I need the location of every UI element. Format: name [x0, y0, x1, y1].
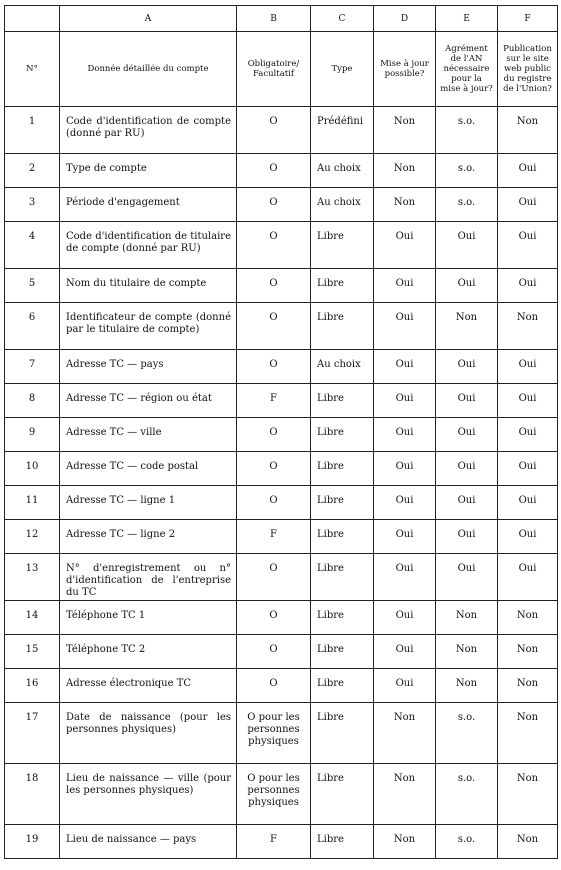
cell-type: Libre [311, 222, 374, 269]
cell-description: Période d'engagement [60, 188, 237, 222]
cell-approval: Oui [436, 418, 498, 452]
cell-approval: Oui [436, 222, 498, 269]
cell-number: 2 [5, 154, 60, 188]
cell-update: Non [374, 764, 436, 825]
table-row [5, 452, 558, 486]
cell-requirement: O [237, 107, 311, 154]
cell-publication: Non [498, 703, 558, 764]
cell-description: Code d'identification de compte (donné par RU) [60, 107, 237, 154]
cell-description: N° d'enregistrement ou n° d'identification de l'entreprise du TC [60, 554, 237, 601]
cell-approval: Oui [436, 384, 498, 418]
table-row [5, 486, 558, 520]
table-row [5, 520, 558, 554]
cell-update: Oui [374, 554, 436, 601]
cell-type: Prédéfini [311, 107, 374, 154]
table-row [5, 350, 558, 384]
cell-approval: Non [436, 601, 498, 635]
cell-publication: Non [498, 601, 558, 635]
cell-type: Libre [311, 825, 374, 859]
column-header: N° [5, 32, 60, 107]
cell-update: Non [374, 107, 436, 154]
cell-number: 3 [5, 188, 60, 222]
cell-approval: Oui [436, 554, 498, 601]
column-header: Donnée détaillée du compte [60, 32, 237, 107]
cell-approval: Non [436, 669, 498, 703]
column-header: Publication sur le site web public du registre de l'Union? [498, 32, 558, 107]
cell-description: Lieu de naissance — ville (pour les personnes physiques) [60, 764, 237, 825]
column-letter: E [436, 6, 498, 32]
table-row [5, 154, 558, 188]
cell-update: Oui [374, 486, 436, 520]
cell-update: Oui [374, 269, 436, 303]
cell-publication: Oui [498, 554, 558, 601]
cell-requirement: O [237, 452, 311, 486]
cell-number: 6 [5, 303, 60, 350]
cell-requirement: O [237, 418, 311, 452]
cell-publication: Oui [498, 418, 558, 452]
account-data-table [4, 5, 558, 859]
cell-type: Libre [311, 764, 374, 825]
cell-publication: Oui [498, 452, 558, 486]
cell-requirement: O [237, 669, 311, 703]
cell-number: 16 [5, 669, 60, 703]
column-letter: C [311, 6, 374, 32]
cell-approval: Oui [436, 350, 498, 384]
cell-requirement: O [237, 188, 311, 222]
cell-number: 10 [5, 452, 60, 486]
cell-number: 15 [5, 635, 60, 669]
cell-update: Non [374, 188, 436, 222]
cell-type: Libre [311, 601, 374, 635]
cell-approval: Oui [436, 269, 498, 303]
cell-requirement: O [237, 269, 311, 303]
cell-update: Oui [374, 384, 436, 418]
table-row [5, 764, 558, 825]
cell-type: Libre [311, 418, 374, 452]
cell-approval: Non [436, 635, 498, 669]
cell-type: Libre [311, 669, 374, 703]
cell-approval: s.o. [436, 154, 498, 188]
cell-description: Adresse TC — ligne 2 [60, 520, 237, 554]
table-row [5, 703, 558, 764]
cell-publication: Oui [498, 350, 558, 384]
cell-publication: Non [498, 764, 558, 825]
table-row [5, 554, 558, 601]
cell-approval: Oui [436, 520, 498, 554]
cell-number: 4 [5, 222, 60, 269]
cell-requirement: O [237, 303, 311, 350]
cell-description: Identificateur de compte (donné par le titulaire de compte) [60, 303, 237, 350]
cell-update: Oui [374, 601, 436, 635]
cell-type: Libre [311, 520, 374, 554]
cell-publication: Oui [498, 188, 558, 222]
cell-description: Lieu de naissance — pays [60, 825, 237, 859]
column-header: Obligatoire/ Facultatif [237, 32, 311, 107]
cell-update: Oui [374, 222, 436, 269]
cell-description: Adresse TC — ligne 1 [60, 486, 237, 520]
cell-update: Non [374, 154, 436, 188]
cell-number: 19 [5, 825, 60, 859]
table-row [5, 384, 558, 418]
cell-description: Date de naissance (pour les personnes physiques) [60, 703, 237, 764]
cell-requirement: O [237, 601, 311, 635]
cell-approval: s.o. [436, 188, 498, 222]
cell-type: Libre [311, 269, 374, 303]
cell-type: Au choix [311, 154, 374, 188]
cell-requirement: F [237, 384, 311, 418]
table-row [5, 188, 558, 222]
cell-type: Libre [311, 303, 374, 350]
cell-description: Adresse électronique TC [60, 669, 237, 703]
cell-number: 12 [5, 520, 60, 554]
column-header-row [5, 32, 558, 107]
table-row [5, 107, 558, 154]
table-body [5, 107, 558, 859]
cell-description: Adresse TC — pays [60, 350, 237, 384]
cell-requirement: O [237, 486, 311, 520]
table-row [5, 601, 558, 635]
cell-number: 8 [5, 384, 60, 418]
cell-publication: Non [498, 107, 558, 154]
cell-description: Code d'identification de titulaire de compte (donné par RU) [60, 222, 237, 269]
cell-description: Type de compte [60, 154, 237, 188]
table-row [5, 825, 558, 859]
column-header: Agrément de l'AN nécessaire pour la mise à jour? [436, 32, 498, 107]
cell-number: 18 [5, 764, 60, 825]
cell-requirement: O [237, 635, 311, 669]
column-header: Mise à jour possible? [374, 32, 436, 107]
cell-update: Oui [374, 418, 436, 452]
cell-description: Téléphone TC 1 [60, 601, 237, 635]
cell-approval: Non [436, 303, 498, 350]
cell-description: Nom du titulaire de compte [60, 269, 237, 303]
cell-update: Oui [374, 452, 436, 486]
cell-update: Non [374, 825, 436, 859]
table-row [5, 635, 558, 669]
cell-type: Libre [311, 703, 374, 764]
cell-type: Au choix [311, 188, 374, 222]
cell-publication: Oui [498, 486, 558, 520]
cell-update: Oui [374, 303, 436, 350]
cell-type: Libre [311, 486, 374, 520]
cell-number: 13 [5, 554, 60, 601]
column-letter: A [60, 6, 237, 32]
cell-publication: Non [498, 825, 558, 859]
cell-approval: s.o. [436, 764, 498, 825]
cell-description: Adresse TC — région ou état [60, 384, 237, 418]
cell-publication: Non [498, 669, 558, 703]
cell-approval: s.o. [436, 107, 498, 154]
cell-update: Oui [374, 669, 436, 703]
cell-publication: Non [498, 635, 558, 669]
column-letter: F [498, 6, 558, 32]
cell-requirement: F [237, 825, 311, 859]
cell-update: Oui [374, 350, 436, 384]
table-row [5, 222, 558, 269]
cell-requirement: F [237, 520, 311, 554]
cell-requirement: O [237, 350, 311, 384]
cell-type: Libre [311, 554, 374, 601]
cell-publication: Oui [498, 222, 558, 269]
cell-publication: Oui [498, 154, 558, 188]
cell-requirement: O [237, 154, 311, 188]
cell-number: 17 [5, 703, 60, 764]
cell-type: Libre [311, 635, 374, 669]
column-letter: B [237, 6, 311, 32]
column-letter-row [5, 6, 558, 32]
cell-publication: Non [498, 303, 558, 350]
cell-requirement: O pour les personnes physiques [237, 703, 311, 764]
column-letter: D [374, 6, 436, 32]
cell-number: 1 [5, 107, 60, 154]
cell-description: Adresse TC — code postal [60, 452, 237, 486]
cell-description: Téléphone TC 2 [60, 635, 237, 669]
cell-requirement: O [237, 554, 311, 601]
column-letter [5, 6, 60, 32]
cell-type: Au choix [311, 350, 374, 384]
table-row [5, 669, 558, 703]
cell-publication: Oui [498, 269, 558, 303]
cell-update: Non [374, 703, 436, 764]
cell-requirement: O pour les personnes physiques [237, 764, 311, 825]
table-row [5, 269, 558, 303]
column-header: Type [311, 32, 374, 107]
cell-approval: s.o. [436, 703, 498, 764]
table-row [5, 418, 558, 452]
cell-requirement: O [237, 222, 311, 269]
cell-type: Libre [311, 452, 374, 486]
cell-number: 9 [5, 418, 60, 452]
cell-approval: Oui [436, 452, 498, 486]
cell-approval: Oui [436, 486, 498, 520]
cell-update: Oui [374, 520, 436, 554]
cell-approval: s.o. [436, 825, 498, 859]
cell-type: Libre [311, 384, 374, 418]
cell-description: Adresse TC — ville [60, 418, 237, 452]
cell-number: 11 [5, 486, 60, 520]
cell-number: 14 [5, 601, 60, 635]
cell-publication: Oui [498, 520, 558, 554]
cell-update: Oui [374, 635, 436, 669]
cell-number: 7 [5, 350, 60, 384]
cell-number: 5 [5, 269, 60, 303]
table-row [5, 303, 558, 350]
cell-publication: Oui [498, 384, 558, 418]
